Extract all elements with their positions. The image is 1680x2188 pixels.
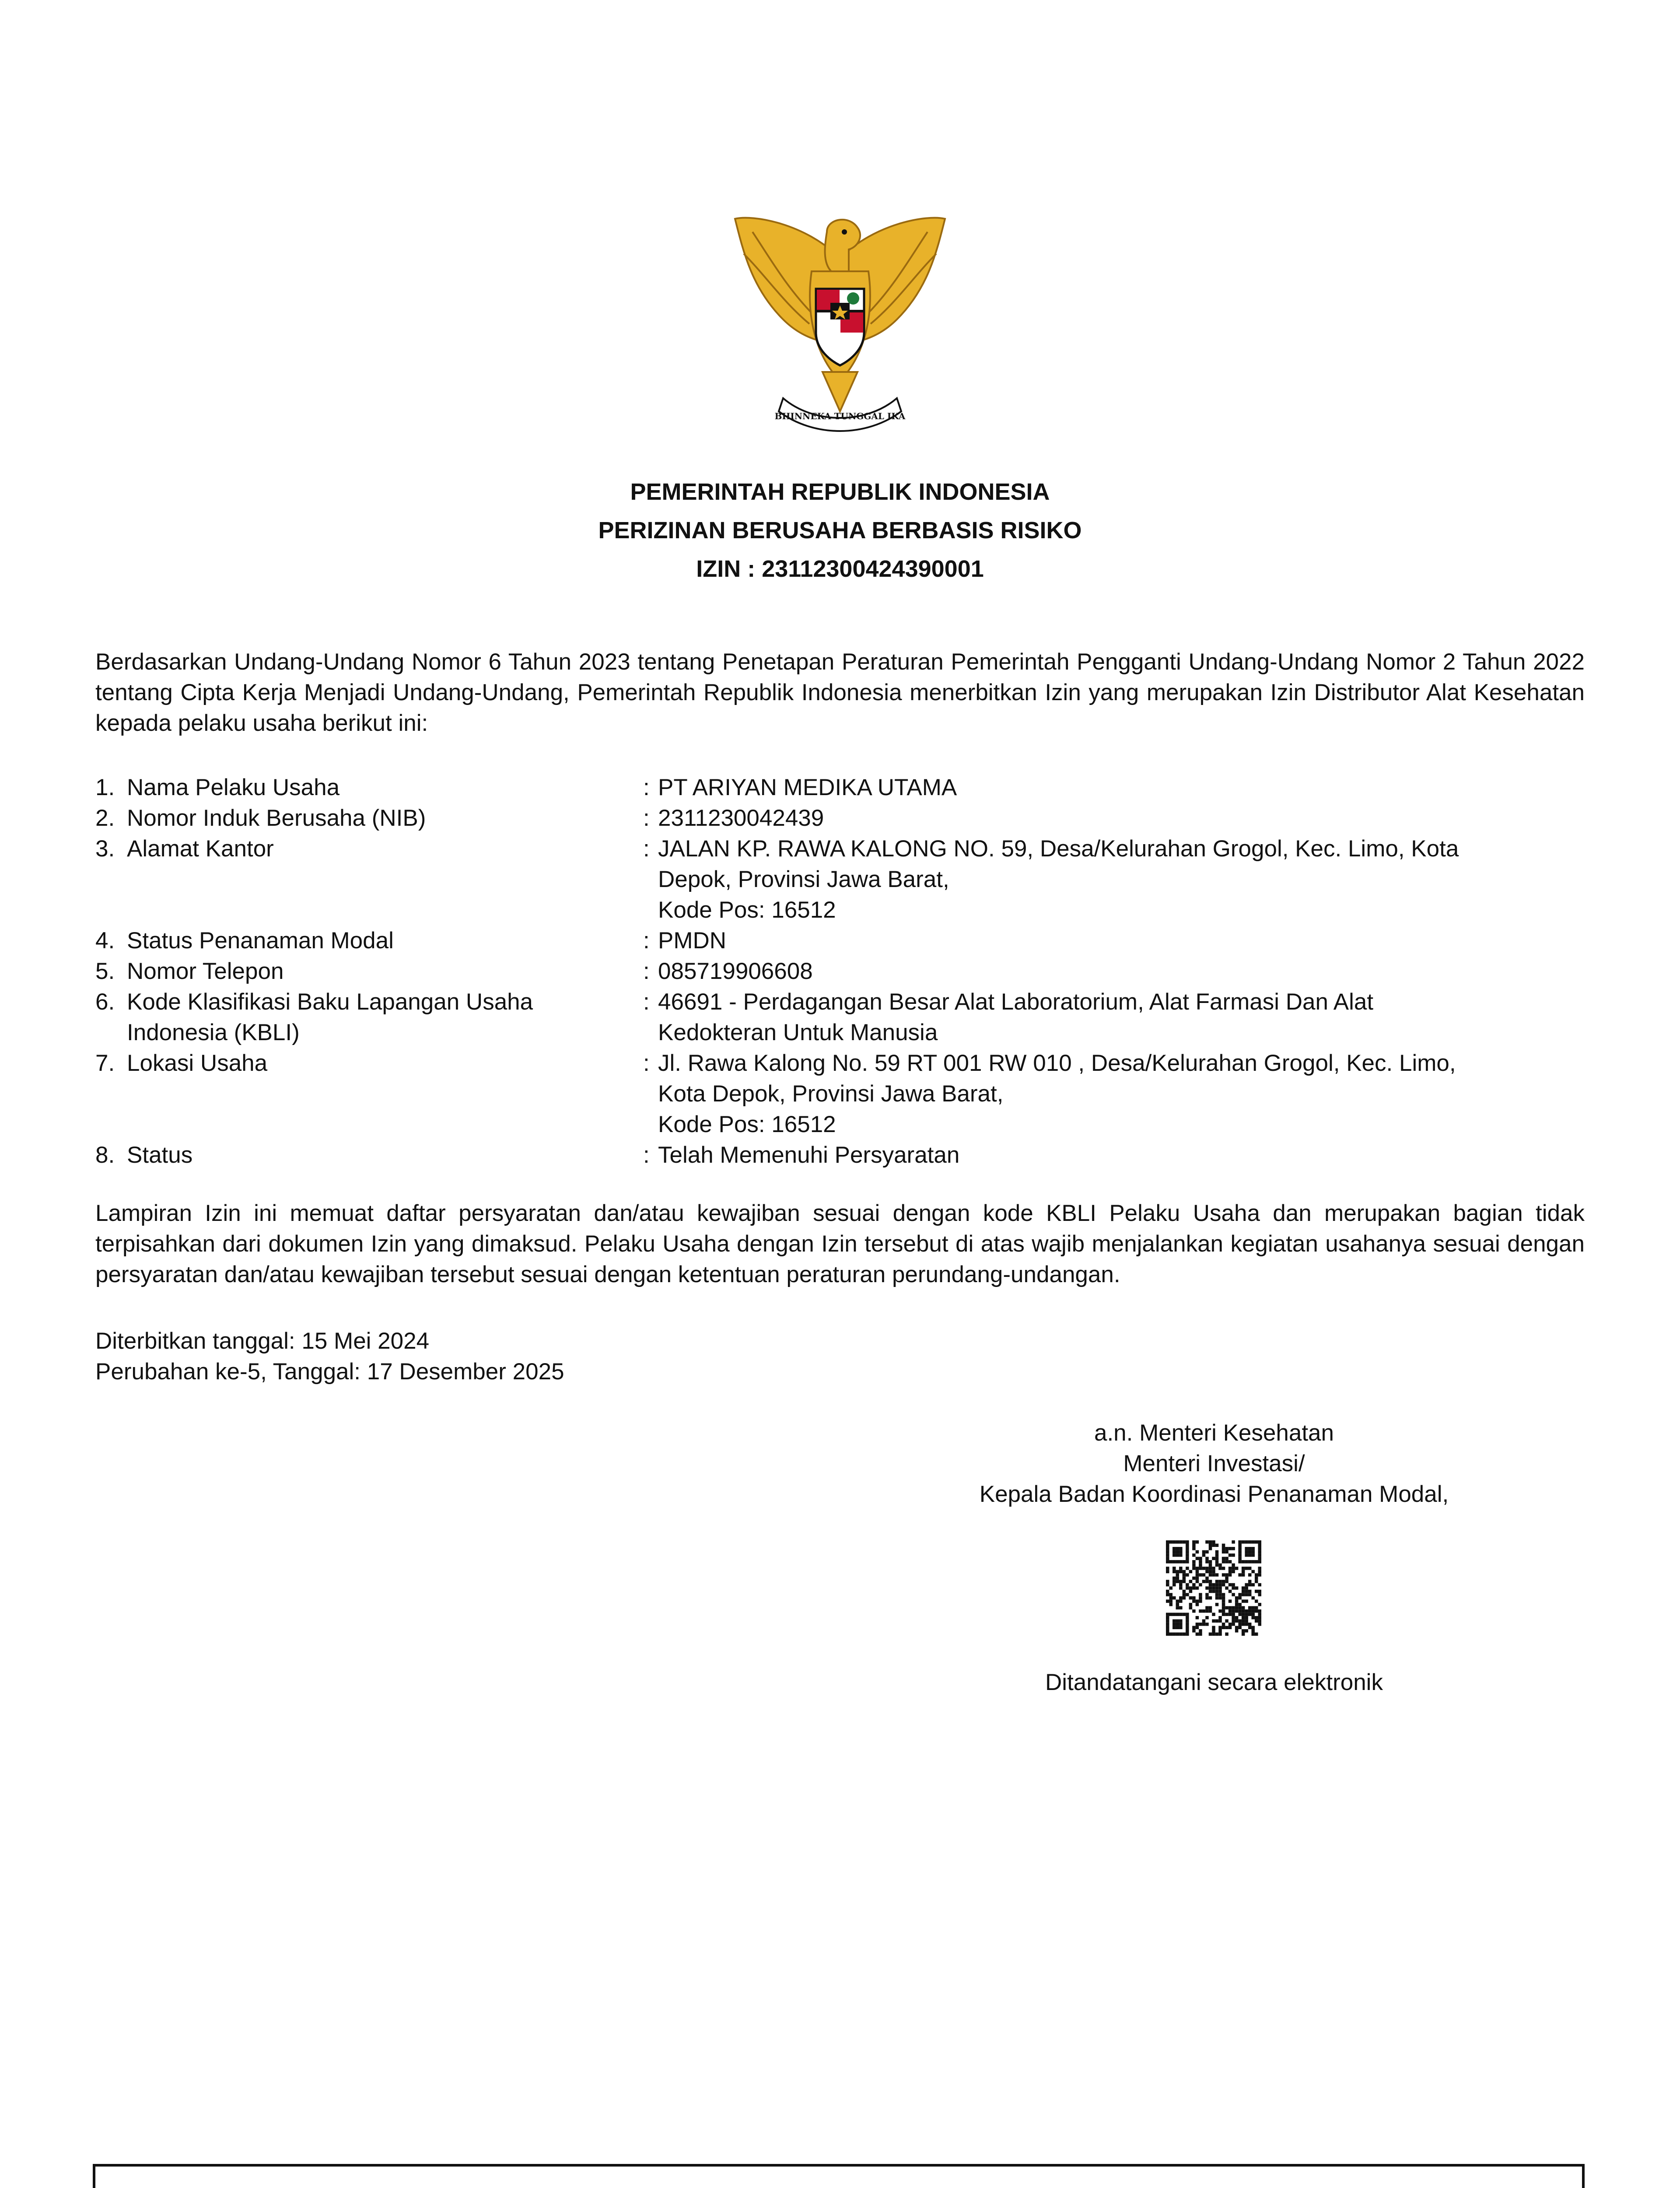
field-value-line: 2311230042439	[658, 805, 824, 831]
field-label-line: Lokasi Usaha	[127, 1050, 268, 1076]
field-colon: :	[643, 928, 650, 954]
field-row	[95, 926, 1585, 956]
footer-notes	[115, 2186, 1406, 2188]
field-label	[127, 1048, 643, 1140]
field-value	[658, 1048, 1585, 1140]
field-number: 1.	[95, 775, 115, 800]
signatory-line-1: a.n. Menteri Kesehatan	[1094, 1420, 1334, 1446]
field-row	[95, 803, 1585, 834]
field-value-line: Depok, Provinsi Jawa Barat,	[658, 866, 949, 892]
electronic-signature-note: Ditandatangani secara elektronik	[1045, 1669, 1383, 1695]
field-value	[658, 926, 1585, 956]
footer-note-text	[157, 2186, 1406, 2188]
field-colon: :	[643, 989, 650, 1015]
field-value-line: PT ARIYAN MEDIKA UTAMA	[658, 775, 957, 800]
field-value-line: 085719906608	[658, 958, 813, 984]
field-row	[95, 956, 1585, 987]
field-value-line: JALAN KP. RAWA KALONG NO. 59, Desa/Kelurahan Grogol, Kec. Limo, Kota	[658, 836, 1459, 862]
footer-notes-box	[93, 2164, 1585, 2188]
field-value-line: Telah Memenuhi Persyaratan	[658, 1142, 960, 1168]
field-number: 7.	[95, 1050, 115, 1076]
field-label-line: Kode Klasifikasi Baku Lapangan Usaha	[127, 989, 533, 1015]
footer-note	[115, 2186, 1406, 2188]
motto-text: BHINNEKA TUNGGAL IKA	[774, 411, 906, 421]
signatory-line-3: Kepala Badan Koordinasi Penanaman Modal,	[979, 1481, 1449, 1507]
header-license-number: IZIN : 23112300424390001	[696, 556, 984, 582]
field-colon: :	[643, 1050, 650, 1076]
business-fields	[95, 772, 1585, 1171]
field-colon: :	[643, 836, 650, 862]
field-number: 5.	[95, 958, 115, 984]
field-value-line: Kode Pos: 16512	[658, 897, 836, 923]
field-value	[658, 956, 1585, 987]
document-header	[0, 473, 1680, 588]
field-value-line: Kode Pos: 16512	[658, 1112, 836, 1137]
field-value	[658, 1140, 1585, 1171]
field-value	[658, 987, 1585, 1048]
signatory-line-2: Menteri Investasi/	[1123, 1451, 1305, 1476]
field-colon: :	[643, 958, 650, 984]
field-value	[658, 803, 1585, 834]
field-value	[658, 772, 1585, 803]
field-number: 3.	[95, 836, 115, 862]
intro-paragraph: Berdasarkan Undang-Undang Nomor 6 Tahun 2023 tentang Penetapan Peraturan Pemerintah Pengganti Undang-Undang Nomor 2 Tahun 2022 tentang Cipta Kerja Menjadi Undang-Undang, Pemerintah Republik Indonesia menerbitkan Izin yang merupakan Izin Distributor Alat Kesehatan kepada pelaku usaha berikut ini:	[95, 649, 1585, 736]
field-number: 4.	[95, 928, 115, 954]
field-value-line: PMDN	[658, 928, 727, 954]
field-row	[95, 1140, 1585, 1171]
field-label-line: Nama Pelaku Usaha	[127, 775, 340, 800]
qr-code	[1166, 1540, 1261, 1636]
issuance-info	[95, 1326, 564, 1387]
field-label-line: Status Penanaman Modal	[127, 928, 394, 954]
field-value-line: Jl. Rawa Kalong No. 59 RT 001 RW 010 , Desa/Kelurahan Grogol, Kec. Limo,	[658, 1050, 1456, 1076]
field-label	[127, 926, 643, 956]
field-label-line: Nomor Telepon	[127, 958, 284, 984]
field-label	[127, 834, 643, 926]
footer-note-number	[115, 2186, 157, 2188]
field-label	[127, 1140, 643, 1171]
signatory-block	[941, 1418, 1488, 1510]
field-label-line: Status	[127, 1142, 193, 1168]
field-value-line: Kedokteran Untuk Manusia	[658, 1020, 938, 1045]
field-number: 6.	[95, 989, 115, 1015]
garuda-pancasila-emblem	[718, 206, 962, 451]
field-value-line: 46691 - Perdagangan Besar Alat Laboratorium, Alat Farmasi Dan Alat	[658, 989, 1374, 1015]
field-row	[95, 834, 1585, 926]
field-value-line: Kota Depok, Provinsi Jawa Barat,	[658, 1081, 1004, 1107]
field-label-line: Indonesia (KBLI)	[127, 1020, 300, 1045]
field-label	[127, 772, 643, 803]
field-colon: :	[643, 1142, 650, 1168]
field-row	[95, 772, 1585, 803]
revision-date: Perubahan ke-5, Tanggal: 17 Desember 2025	[95, 1359, 564, 1385]
field-row	[95, 1048, 1585, 1140]
field-label	[127, 956, 643, 987]
field-label	[127, 803, 643, 834]
footer-note-line	[157, 2186, 1406, 2188]
field-colon: :	[643, 775, 650, 800]
field-label-line: Nomor Induk Berusaha (NIB)	[127, 805, 426, 831]
header-government: PEMERINTAH REPUBLIK INDONESIA	[630, 479, 1050, 505]
field-number: 2.	[95, 805, 115, 831]
field-value	[658, 834, 1585, 926]
issued-date: Diterbitkan tanggal: 15 Mei 2024	[95, 1328, 430, 1354]
field-label	[127, 987, 643, 1048]
field-row	[95, 987, 1585, 1048]
field-label-line: Alamat Kantor	[127, 836, 274, 862]
header-licensing: PERIZINAN BERUSAHA BERBASIS RISIKO	[598, 517, 1082, 543]
attachment-paragraph: Lampiran Izin ini memuat daftar persyaratan dan/atau kewajiban sesuai dengan kode KBLI Pelaku Usaha dan merupakan bagian tidak terpisahkan dari dokumen Izin yang dimaksud. Pelaku Usaha dengan Izin tersebut di atas wajib menjalankan kegiatan usahanya sesuai dengan persyaratan dan/atau kewajiban tersebut sesuai dengan ketentuan peraturan perundang-undangan.	[95, 1200, 1585, 1287]
field-number: 8.	[95, 1142, 115, 1168]
field-colon: :	[643, 805, 650, 831]
